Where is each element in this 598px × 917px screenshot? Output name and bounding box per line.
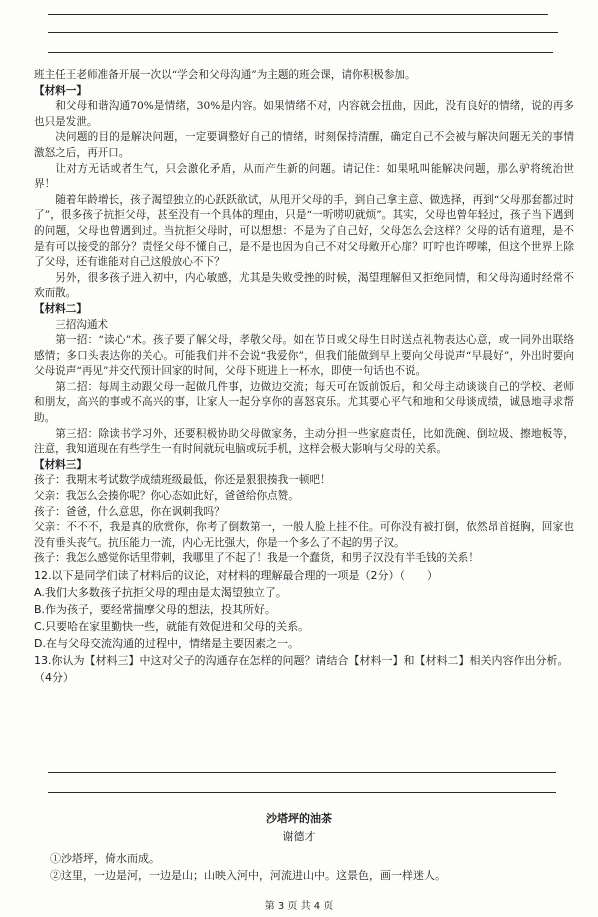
passage-line: ①沙塔坪，倚水而成。 <box>50 852 160 865</box>
passage-author: 谢德才 <box>282 830 316 843</box>
material2-paragraph: 第一招：“读心”术。孩子要了解父母，孝敬父母。如在节日或父母生日时送点礼物表达心意，或一同外出联络感情；多口头表达你的关心。可能我们并不会说“我爱你”，但我们能做到早上要向父母说声“早晨好”，外出时要向父母说声“再见”并交代预计回家的时间，父母下班进上一杯水，即使一句话也不说。 <box>34 334 574 378</box>
material2-paragraph: 第三招：除读书学习外，还要积极协助父母做家务，主动分担一些家庭责任，比如洗碗、倒垃圾、擦地板等，注意，我知道现在有些学生一有时间就玩电脑或玩手机，这样会极大影响与父母的关系。 <box>34 427 574 456</box>
passage-title: 沙塔坪的油茶 <box>266 812 332 825</box>
dialog-line: 孩子：爸爸，什么意思，你在讽刺我吗？ <box>34 505 225 518</box>
question12-option-c: C.只要哈在家里勤快一些，就能有效促进和父母的关系。 <box>34 620 310 633</box>
question12-option-a: A.我们大多数孩子抗拒父母的理由是太渴望独立了。 <box>34 586 287 599</box>
question12-stem: 12.以下是同学们读了材料后的议论，对材料的理解最合理的一项是（2分）（ ） <box>34 569 438 582</box>
material1-paragraph: 另外，很多孩子进入初中，内心敏感，尤其是失败受挫的时候，渴望理解但又拒绝同情，和父母沟通时经常不欢而散。 <box>34 271 574 300</box>
material1-title: 【材料一】 <box>34 84 87 97</box>
answer-line <box>48 32 558 33</box>
dialog-line: 孩子：我怎么感觉你话里带刺，我哪里了不起了！我是一个蠢货，和男子汉没有半毛钱的关系！ <box>34 552 479 565</box>
material2-paragraph: 第二招：每周主动跟父母一起做几件事，边做边交流；每天可在饭前饭后，和父母主动谈谈自己的学校、老师和朋友，高兴的事或不高兴的事，让家人一起分享你的喜怒哀乐。尤其要心平气和地和父母谈成绩，诚恳地寻求帮助。 <box>34 380 574 425</box>
material2-subtitle: 三招沟通术 <box>55 318 109 331</box>
material1-paragraph: 决问题的目的是解决问题，一定要调整好自己的情绪，时刻保持清醒，确定自己不会被与解决问题无关的事情激怒之后，再开口。 <box>34 131 574 159</box>
main-content <box>34 68 574 686</box>
material1-paragraph: 和父母和谐沟通70%是情绪，30%是内容。如果情绪不对，内容就会扭曲，因此，没有良好的情绪，说的再多也只是发泄。 <box>34 100 574 128</box>
material3-title: 【材料三】 <box>34 458 87 471</box>
question12-option-b: B.作为孩子，要经常揣摩父母的想法，投其所好。 <box>34 603 277 616</box>
dialog-line: 孩子：我期末考试数学成绩班级最低，你还是狠狠揍我一顿吧！ <box>34 474 331 487</box>
question12-option-d: D.在与父母交流沟通的过程中，情绪是主要因素之一。 <box>34 637 299 650</box>
dialog-line: 父亲：不不不，我是真的欣赏你，你考了倒数第一，一般人脸上挂不住。可你没有被打倒，依然昂首挺胸，回家也没有垂头丧气。抗压能力一流，内心无比强大，你是一个多么了不起的男子汉。 <box>34 521 574 549</box>
answer-line <box>48 52 553 53</box>
reading-passage <box>0 802 598 884</box>
answer-line <box>48 792 556 793</box>
answer-line <box>48 772 556 773</box>
material2-title: 【材料二】 <box>34 302 87 315</box>
page-number: 第 3 页 共 4 页 <box>264 901 334 912</box>
dialog-line: 父亲：我怎么会揍你呢？你心态如此好，爸爸给你点赞。 <box>34 490 299 503</box>
material1-paragraph: 让对方无话或者生气，只会激化矛盾，从而产生新的问题。请记住：如果吼叫能解决问题，那么驴将统治世界！ <box>34 162 574 191</box>
passage-line: ②这里，一边是河，一边是山；山映入河中，河流进山中。这景色，画一样迷人。 <box>50 869 446 882</box>
answer-line <box>48 14 548 15</box>
intro-text: 班主任王老师准备开展一次以“学会和父母沟通”为主题的班会课，请你积极参加。 <box>34 69 416 81</box>
material1-paragraph: 随着年龄增长，孩子渴望独立的心跃跃欲试，从甩开父母的手，到自己拿主意、做选择，再到“父母那套都过时了”，很多孩子抗拒父母，甚至没有一个具体的理由，只是“一听唠叨就烦”。其实，父母也曾年轻过，孩子当下遇到的问题，父母也曾遇到过。当抗拒父母时，可以想想：不是为了自己好，父母怎么会这样？父母的话有道理，是不是有可以接受的部分？责怪父母不懂自己，是不是也因为自己不对父母敞开心扉？叮咛也许啰嗦，但这个世界上除了父母，还有谁能对自己这般放心不下？ <box>34 193 574 269</box>
question13-stem: 13.你认为【材料三】中这对父子的沟通存在怎样的问题？请结合【材料一】和【材料二】相关内容作出分析。（4分） <box>34 654 569 684</box>
